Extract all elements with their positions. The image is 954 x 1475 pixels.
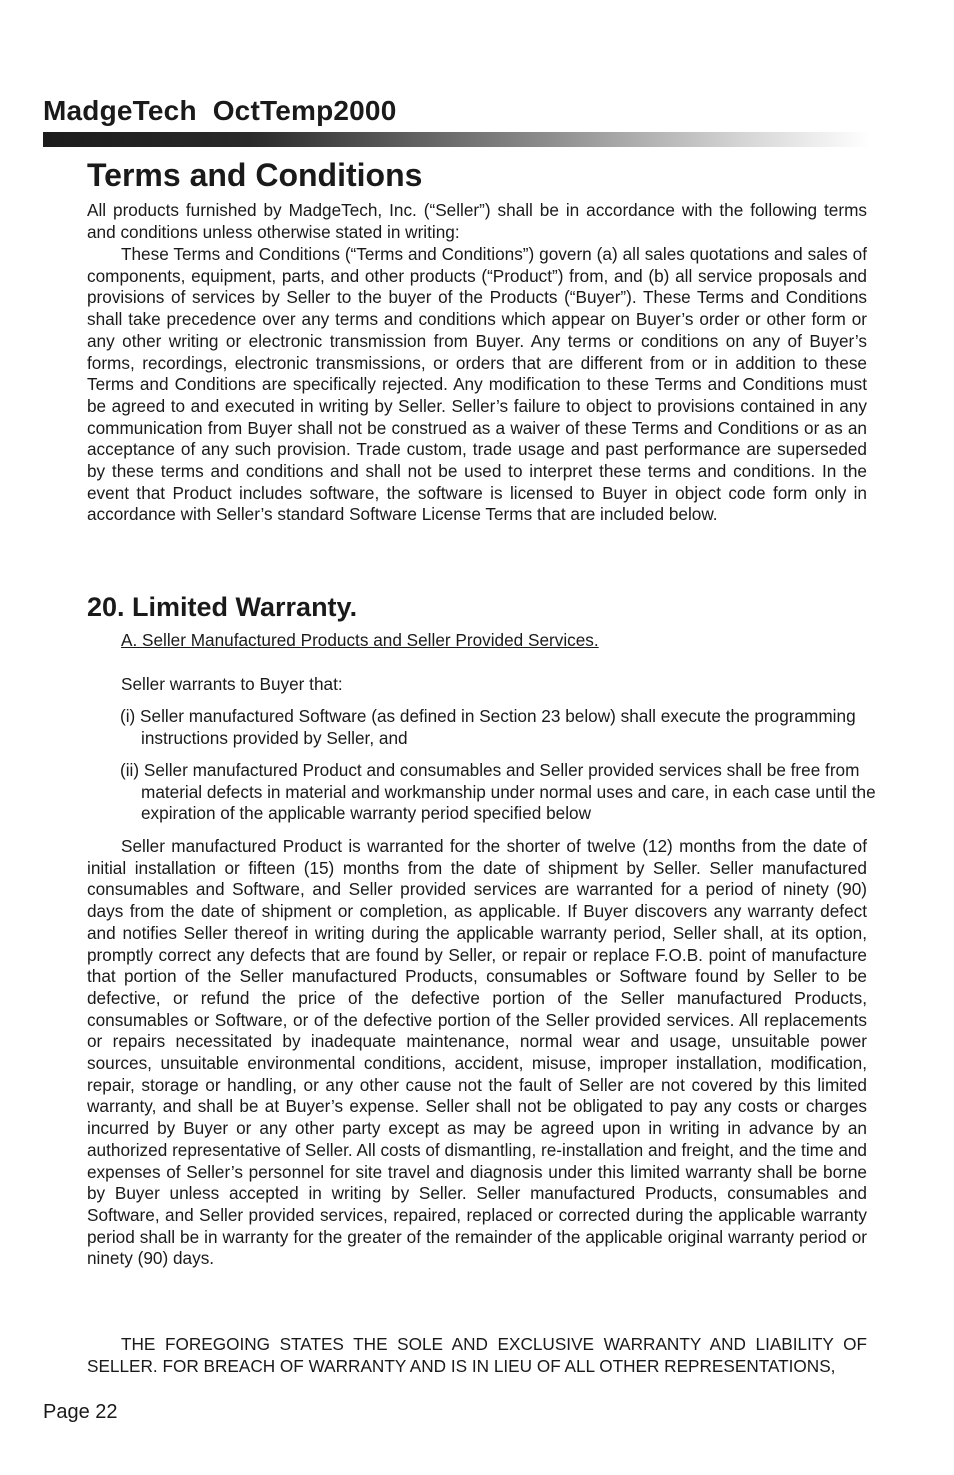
warranty-list-item: (i) Seller manufactured Software (as defined in Section 23 below) shall execute the programming instructions provided by Seller, and: [120, 706, 856, 748]
warranty-body-paragraph: Seller manufactured Product is warranted for the shorter of twelve (12) months from the date of initial installation or fifteen (15) months from the date of shipment by Seller. Seller manufactured consumables and Software, and Seller provided services are warranted for a period of ninety (90) days from the date of shipment or completion, as applicable. If Buyer discovers any warranty defect and notifies Seller thereof in writing during the applicable warranty period, Seller shall, at its option, promptly correct any defects that are found by Seller, or repair or replace F.O.B. point of manufacture that portion of the Seller manufactured Products, consumables or Software found by Seller to be defective, or refund the price of the defective portion of the Seller manufactured Products, consumables or Software, or of the defective portion of the Seller provided services. All replacements or repairs necessitated by inadequate maintenance, normal wear and usage, unsuitable power sources, unsuitable environmental conditions, accident, misuse, improper installation, modification, repair, storage or handling, or any other cause not the fault of Seller are not covered by this limited warranty, and shall be at Buyer’s expense. Seller shall not be obligated to pay any costs or charges incurred by Buyer or any other party except as may be agreed upon in writing in advance by an authorized representative of Seller. All costs of dismantling, re-installation and freight, and the time and expenses of Seller’s personnel for site travel and diagnosis under this limited warranty shall be borne by Buyer unless accepted in writing by Seller. Seller manufactured Products, consumables and Software, and Seller provided services, repaired, replaced or corrected during the applicable warranty period shall be in warranty for the greater of the remainder of the applicable original warranty period or ninety (90) days.: [87, 836, 867, 1269]
warranty-list-item: (ii) Seller manufactured Product and consumables and Seller provided services shall be free from material defects in material and workmanship under normal uses and care, in each case until the expiration of the applicable warranty period specified below: [120, 760, 876, 824]
terms-body-paragraph: These Terms and Conditions (“Terms and Conditions”) govern (a) all sales quotations and sales of components, equipment, parts, and other products (“Product”) from, and (b) all service proposals and provisions of services by Seller to the buyer of the Products (“Buyer”). These Terms and Conditions shall take precedence over any terms and conditions which appear on Buyer’s order or other form or any other writing or electronic transmission from Buyer. Any terms or conditions on any of Buyer’s forms, recordings, electronic transmissions, or orders that are different from or in addition to these Terms and Conditions are specifically rejected. Any modification to these Terms and Conditions must be agreed to and executed in writing by Seller. Seller’s failure to object to provisions contained in any communication from Buyer shall not be construed as a waiver of these Terms and Conditions or as an acceptance of any such provision. Trade custom, trade usage and past performance are superseded by these terms and conditions and shall not be used to interpret these terms and conditions. In the event that Product includes software, the software is licensed to Buyer in object code form only in accordance with Seller’s standard Software License Terms that are included below.: [87, 244, 867, 525]
warranty-lead: Seller warrants to Buyer that:: [121, 674, 343, 694]
terms-intro-paragraph: All products furnished by MadgeTech, Inc. (“Seller”) shall be in accordance with the following terms and conditions unless otherwise stated in writing:: [87, 200, 867, 242]
warranty-subheading: A. Seller Manufactured Products and Seller Provided Services.: [121, 630, 599, 650]
document-header-title: MadgeTech OctTemp2000: [43, 95, 397, 126]
header-gradient-bar: [43, 132, 870, 147]
warranty-heading: 20. Limited Warranty.: [87, 592, 358, 622]
page-number: Page 22: [43, 1401, 118, 1423]
warranty-closing-paragraph: THE FOREGOING STATES THE SOLE AND EXCLUSIVE WARRANTY AND LIABILITY OF SELLER. FOR BREACH OF WARRANTY AND IS IN LIEU OF ALL OTHER REPRESENTATIONS,: [87, 1334, 867, 1376]
terms-heading: Terms and Conditions: [87, 157, 423, 193]
